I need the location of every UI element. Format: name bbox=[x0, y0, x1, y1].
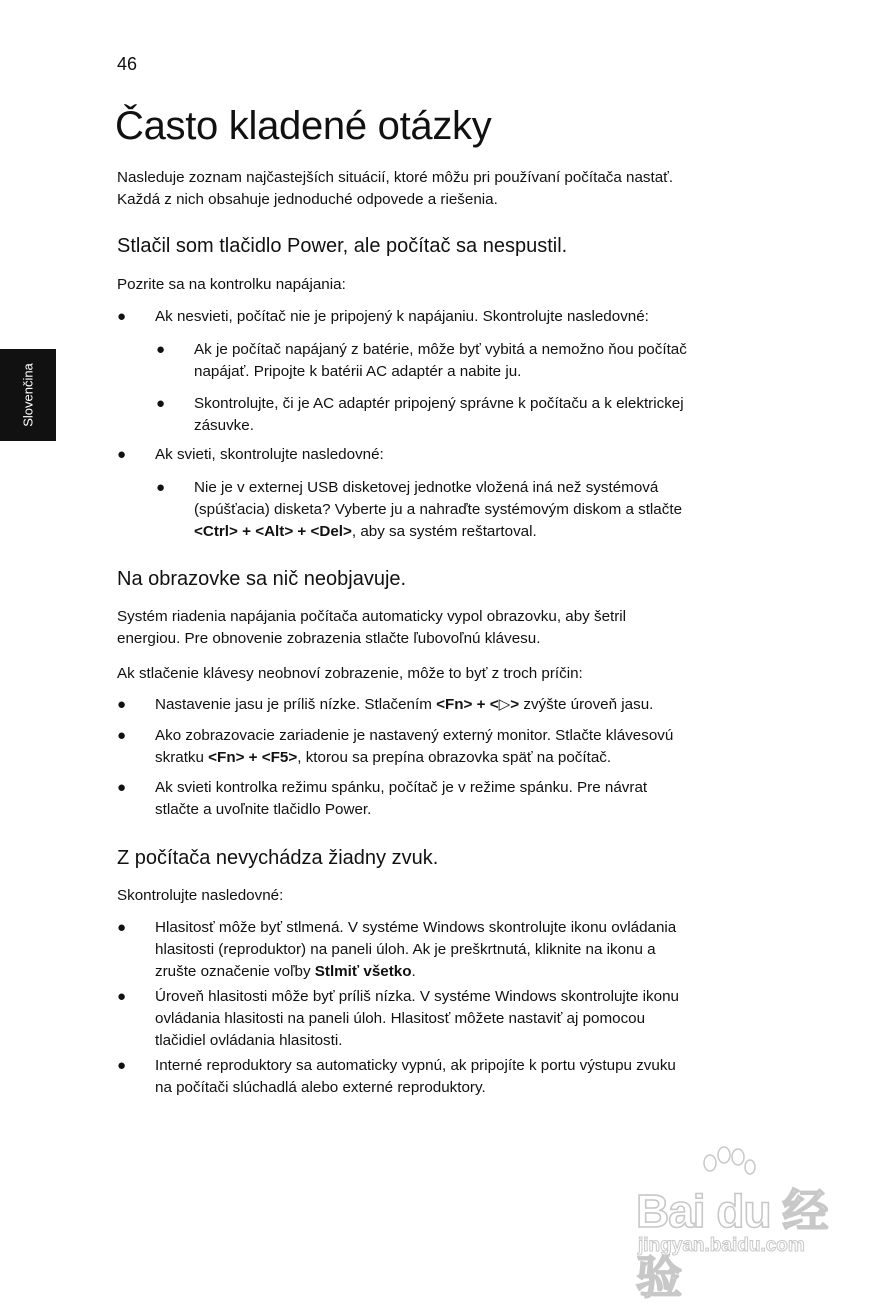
page-title: Často kladené otázky bbox=[115, 104, 492, 148]
key-combo-fn-f5: <Fn> + <F5> bbox=[208, 749, 298, 766]
section-heading-sound: Z počítača nevychádza žiadny zvuk. bbox=[117, 847, 439, 869]
sub-item-usb-line-1: Nie je v externej USB disketovej jednotke vložená iná než systémová bbox=[194, 479, 659, 496]
intro-paragraph bbox=[117, 167, 767, 211]
list-item-power-on: Ak svieti, skontrolujte nasledovné: bbox=[155, 446, 384, 463]
watermark-logo-text: Bai du 经验 bbox=[636, 1185, 828, 1303]
section-heading-display: Na obrazovke sa nič neobjavuje. bbox=[117, 568, 407, 590]
section-heading-power: Stlačil som tlačidlo Power, ale počítač sa nespustil. bbox=[117, 235, 568, 257]
brightness-post: zvýšte úroveň jasu. bbox=[519, 696, 654, 713]
display-para-1-line-1: Systém riadenia napájania počítača automaticky vypol obrazovku, aby šetril bbox=[117, 608, 627, 625]
sleep-line-1: Ak svieti kontrolka režimu spánku, počítač je v režime spánku. Pre návrat bbox=[155, 779, 648, 796]
sub-item-battery-line-2: napájať. Pripojte k batérii AC adaptér a nabite ju. bbox=[194, 363, 522, 380]
volume-line-2: ovládania hlasitosti na paneli úloh. Hlasitosť môžete nastaviť aj pomocou bbox=[155, 1010, 646, 1027]
bullet-icon: ● bbox=[117, 696, 127, 713]
language-side-tab bbox=[0, 349, 56, 441]
sub-item-adapter-line-2: zásuvke. bbox=[194, 417, 254, 434]
list-item-volume-low bbox=[155, 986, 760, 1052]
list-item-internal-speakers bbox=[155, 1055, 760, 1099]
watermark-url: jingyan.baidu.com bbox=[638, 1235, 805, 1256]
muted-line-1: Hlasitosť môže byť stlmená. V systéme Windows skontrolujte ikonu ovládania bbox=[155, 919, 677, 936]
sub-item-usb-tail: , aby sa systém reštartoval. bbox=[351, 523, 537, 540]
bullet-icon: ● bbox=[117, 727, 127, 744]
sub-item-usb-line-2: (spúšťacia) disketa? Vyberte ju a nahraďte systémovým diskom a stlačte bbox=[194, 501, 683, 518]
list-item-external-monitor bbox=[155, 725, 760, 769]
muted-post: . bbox=[411, 963, 416, 980]
muted-pre: zrušte označenie voľby bbox=[155, 963, 315, 980]
baidu-watermark bbox=[632, 1145, 852, 1303]
brightness-pre: Nastavenie jasu je príliš nízke. Stlačením bbox=[155, 696, 437, 713]
sleep-line-2: stlačte a uvoľnite tlačidlo Power. bbox=[155, 801, 372, 818]
monitor-pre: skratku bbox=[155, 749, 209, 766]
muted-line-2: hlasitosti (reproduktor) na paneli úloh. Ak je preškrtnutá, kliknite na ikonu a bbox=[155, 941, 656, 958]
monitor-post: , ktorou sa prepína obrazovka späť na počítač. bbox=[297, 749, 612, 766]
intro-line-1: Nasleduje zoznam najčastejších situácií, ktoré môžu pri používaní počítača nastať. bbox=[117, 169, 674, 186]
bullet-icon: ● bbox=[156, 479, 166, 496]
list-item-muted bbox=[155, 917, 760, 983]
sub-item-adapter bbox=[194, 393, 759, 437]
list-item-power-off: Ak nesvieti, počítač nie je pripojený k napájaniu. Skontrolujte nasledovné: bbox=[155, 308, 649, 325]
key-combo-ctrl-alt-del: <Ctrl> + <Alt> + <Del> bbox=[194, 523, 352, 540]
page-number: 46 bbox=[117, 54, 138, 74]
bullet-icon: ● bbox=[117, 779, 127, 796]
speakers-line-1: Interné reproduktory sa automaticky vypnú, ak pripojíte k portu výstupu zvuku bbox=[155, 1057, 676, 1074]
section-power-lead: Pozrite sa na kontrolku napájania: bbox=[117, 276, 346, 293]
bullet-icon: ● bbox=[117, 919, 127, 936]
bullet-icon: ● bbox=[156, 395, 166, 412]
section-display-para-1 bbox=[117, 606, 767, 650]
side-tab-label: Slovenčina bbox=[20, 363, 36, 427]
bullet-icon: ● bbox=[156, 341, 166, 358]
section-sound-lead: Skontrolujte nasledovné: bbox=[117, 887, 284, 904]
list-item-sleep-mode bbox=[155, 777, 760, 821]
list-item-brightness bbox=[155, 694, 760, 716]
speakers-line-2: na počítači slúchadlá alebo externé reproduktory. bbox=[155, 1079, 486, 1096]
key-combo-fn-right: <Fn> + <▷> bbox=[436, 696, 520, 713]
bullet-icon: ● bbox=[117, 446, 127, 463]
sub-item-battery bbox=[194, 339, 759, 383]
monitor-line-1: Ako zobrazovacie zariadenie je nastavený externý monitor. Stlačte klávesovú bbox=[155, 727, 674, 744]
volume-line-3: tlačidiel ovládania hlasitosti. bbox=[155, 1032, 343, 1049]
sub-item-adapter-line-1: Skontrolujte, či je AC adaptér pripojený správne k počítaču a k elektrickej bbox=[194, 395, 684, 412]
bullet-icon: ● bbox=[117, 1057, 127, 1074]
volume-line-1: Úroveň hlasitosti môže byť príliš nízka. V systéme Windows skontrolujte ikonu bbox=[155, 988, 679, 1005]
option-mute-all: Stlmiť všetko bbox=[314, 963, 412, 980]
sub-item-usb-disk bbox=[194, 477, 759, 543]
intro-line-2: Každá z nich obsahuje jednoduché odpovede a riešenia. bbox=[117, 191, 498, 208]
section-display-para-2: Ak stlačenie klávesy neobnoví zobrazenie, môže to byť z troch príčin: bbox=[117, 665, 583, 682]
bullet-icon: ● bbox=[117, 988, 127, 1005]
display-para-1-line-2: energiou. Pre obnovenie zobrazenia stlačte ľubovoľnú klávesu. bbox=[117, 630, 541, 647]
sub-item-battery-line-1: Ak je počítač napájaný z batérie, môže byť vybitá a nemožno ňou počítač bbox=[194, 341, 687, 358]
bullet-icon: ● bbox=[117, 308, 127, 325]
